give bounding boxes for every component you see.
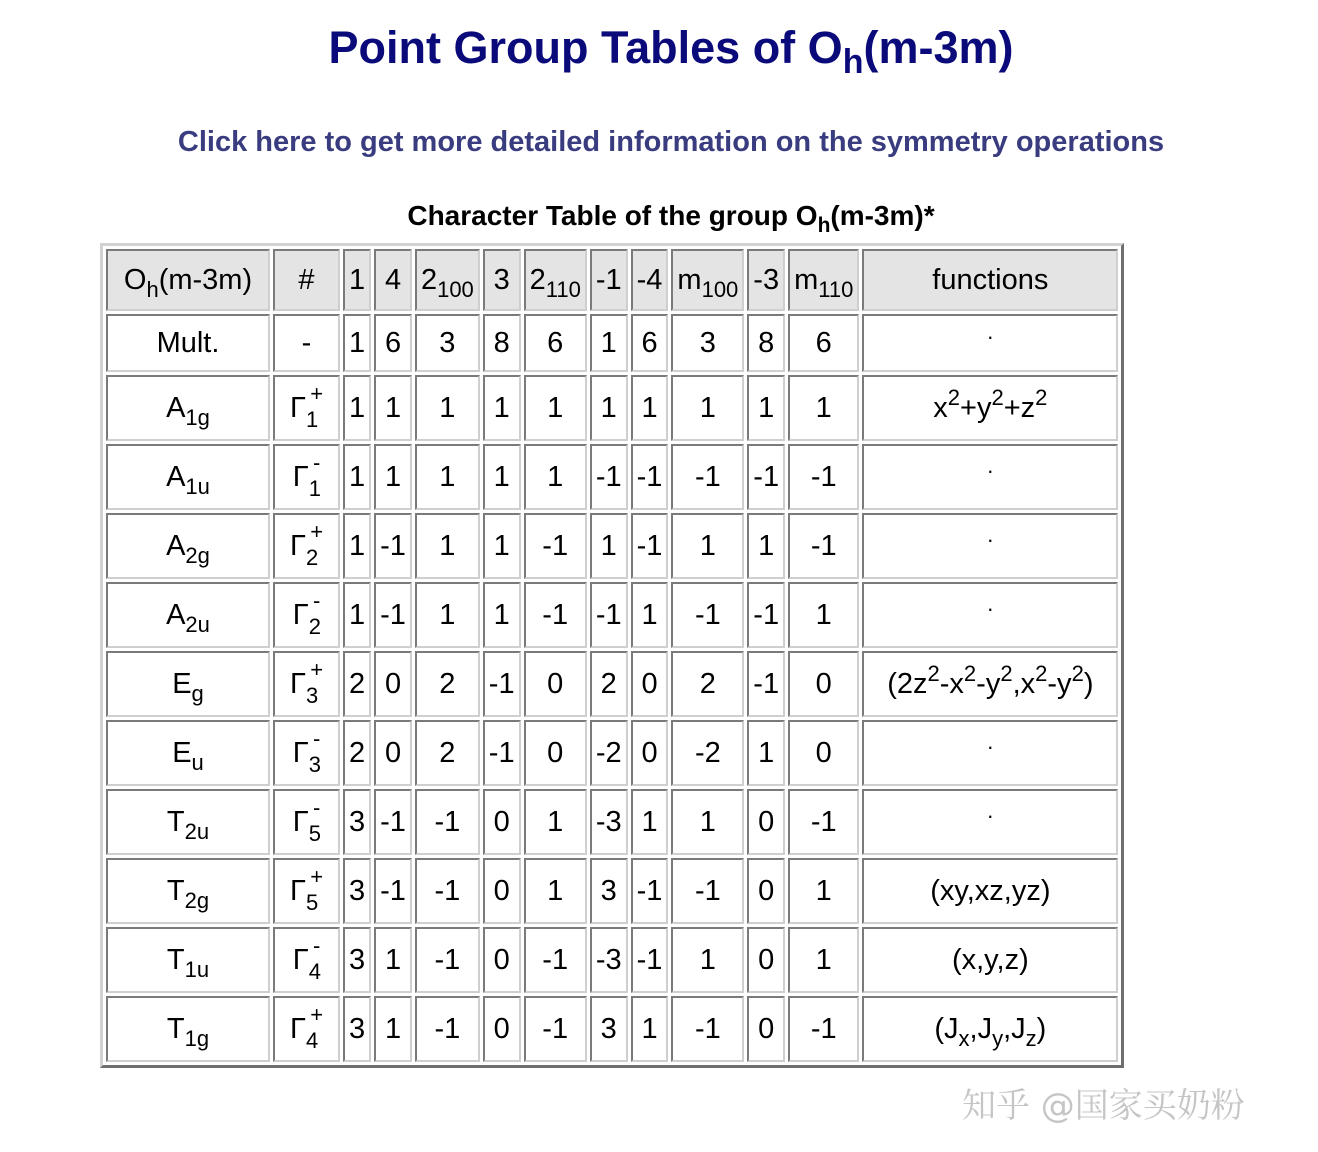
functions-cell bbox=[862, 927, 1118, 993]
gamma-superscript: + bbox=[310, 863, 324, 889]
character-cell: 1 bbox=[483, 513, 521, 579]
gamma-cell bbox=[273, 927, 340, 993]
character-table bbox=[103, 246, 1121, 1065]
functions-cell bbox=[862, 375, 1118, 441]
character-cell: 3 bbox=[343, 858, 371, 924]
character-cell: 0 bbox=[747, 996, 785, 1062]
irrep-label: E bbox=[172, 736, 192, 769]
header-cell bbox=[862, 249, 1118, 311]
gamma-subscript: 5 bbox=[308, 820, 321, 846]
gamma-superscript: - bbox=[312, 449, 321, 475]
multiplicity-cell: 6 bbox=[524, 314, 587, 372]
character-cell: 1 bbox=[524, 789, 587, 855]
character-cell: 1 bbox=[671, 375, 744, 441]
function-part: 2 bbox=[1000, 660, 1013, 686]
character-cell: 0 bbox=[631, 720, 669, 786]
character-cell: 0 bbox=[374, 720, 412, 786]
gamma-symbol: Γ bbox=[292, 598, 309, 631]
title-subscript: h bbox=[842, 43, 864, 81]
functions-cell bbox=[862, 789, 1118, 855]
character-cell: 2 bbox=[343, 651, 371, 717]
character-cell: -1 bbox=[671, 996, 744, 1062]
header-text: m bbox=[794, 263, 819, 296]
character-cell: 1 bbox=[343, 444, 371, 510]
header-text: 2 bbox=[529, 263, 546, 296]
character-cell: 1 bbox=[483, 375, 521, 441]
character-cell: 0 bbox=[747, 927, 785, 993]
gamma-cell bbox=[273, 720, 340, 786]
character-cell: 1 bbox=[415, 582, 480, 648]
header-cell bbox=[343, 249, 371, 311]
character-cell: 1 bbox=[631, 789, 669, 855]
irrep-label: T bbox=[166, 874, 185, 907]
multiplicity-cell: 1 bbox=[343, 314, 371, 372]
gamma-symbol: Γ bbox=[289, 529, 306, 562]
character-cell: 2 bbox=[415, 720, 480, 786]
character-cell: -1 bbox=[631, 444, 669, 510]
character-cell: 1 bbox=[524, 444, 587, 510]
character-cell: -1 bbox=[747, 582, 785, 648]
multiplicity-row bbox=[106, 314, 1118, 372]
gamma-symbol: Γ bbox=[292, 943, 309, 976]
gamma-cell bbox=[273, 513, 340, 579]
character-cell: 1 bbox=[747, 513, 785, 579]
irrep-label: T bbox=[166, 1012, 185, 1045]
character-cell: -1 bbox=[483, 651, 521, 717]
irrep-label-subscript: 1u bbox=[184, 956, 210, 982]
gamma-cell bbox=[273, 651, 340, 717]
gamma-subscript: 4 bbox=[308, 958, 321, 984]
character-cell: 1 bbox=[415, 375, 480, 441]
functions-cell bbox=[862, 513, 1118, 579]
class-cell: - bbox=[273, 314, 340, 372]
character-cell: 2 bbox=[343, 720, 371, 786]
irrep-label-cell bbox=[106, 582, 270, 648]
irrep-row bbox=[106, 582, 1118, 648]
character-cell: -1 bbox=[590, 444, 628, 510]
function-part: (x,y,z) bbox=[951, 943, 1029, 976]
header-cell bbox=[106, 249, 270, 311]
irrep-label-subscript: 2u bbox=[184, 818, 210, 844]
character-cell: 0 bbox=[483, 858, 521, 924]
caption-tail: (m-3m)* bbox=[830, 200, 935, 231]
multiplicity-cell: 6 bbox=[631, 314, 669, 372]
character-cell: -1 bbox=[524, 996, 587, 1062]
watermark: 知乎 @国家买奶粉 bbox=[962, 1086, 1245, 1126]
gamma-superscript: - bbox=[312, 725, 321, 751]
character-cell: 1 bbox=[343, 513, 371, 579]
header-cell bbox=[631, 249, 669, 311]
character-cell: -1 bbox=[374, 858, 412, 924]
irrep-row bbox=[106, 651, 1118, 717]
caption-subscript: h bbox=[817, 214, 831, 237]
gamma-symbol: Γ bbox=[292, 460, 309, 493]
irrep-row bbox=[106, 927, 1118, 993]
character-cell: -1 bbox=[374, 582, 412, 648]
header-cell bbox=[788, 249, 859, 311]
character-cell: 0 bbox=[374, 651, 412, 717]
table-caption bbox=[0, 200, 1318, 237]
irrep-label: A bbox=[166, 391, 186, 424]
multiplicity-cell: 8 bbox=[483, 314, 521, 372]
header-cell bbox=[483, 249, 521, 311]
character-cell: -1 bbox=[747, 651, 785, 717]
header-text: 1 bbox=[349, 263, 366, 296]
irrep-row bbox=[106, 513, 1118, 579]
character-cell: 1 bbox=[483, 582, 521, 648]
header-subscript: 110 bbox=[818, 276, 854, 302]
header-text: # bbox=[298, 263, 315, 296]
irrep-label: A bbox=[166, 598, 186, 631]
gamma-symbol: Γ bbox=[289, 1012, 306, 1045]
character-cell: 1 bbox=[524, 858, 587, 924]
irrep-label-cell bbox=[106, 927, 270, 993]
header-cell bbox=[273, 249, 340, 311]
character-cell: 0 bbox=[483, 789, 521, 855]
gamma-symbol: Γ bbox=[289, 667, 306, 700]
gamma-superscript: + bbox=[310, 1001, 324, 1027]
function-part: -y bbox=[976, 667, 1001, 700]
header-subscript: 100 bbox=[437, 276, 474, 302]
irrep-label-subscript: 1u bbox=[185, 473, 210, 499]
irrep-label-subscript: 1g bbox=[185, 404, 210, 430]
gamma-cell bbox=[273, 858, 340, 924]
character-cell: 0 bbox=[524, 720, 587, 786]
character-cell: 1 bbox=[631, 582, 669, 648]
irrep-label-subscript: 2g bbox=[184, 887, 210, 913]
character-cell: -1 bbox=[788, 996, 859, 1062]
header-text: 3 bbox=[493, 263, 510, 296]
gamma-superscript: + bbox=[310, 518, 324, 544]
header-subscript: 110 bbox=[545, 276, 581, 302]
character-cell: 1 bbox=[374, 996, 412, 1062]
gamma-superscript: - bbox=[312, 794, 321, 820]
gamma-subscript: 1 bbox=[305, 406, 319, 432]
page-title bbox=[0, 22, 1318, 81]
row-label-cell: Mult. bbox=[106, 314, 270, 372]
function-part: · bbox=[986, 526, 994, 552]
character-cell: 1 bbox=[343, 582, 371, 648]
function-part: 2 bbox=[947, 384, 961, 410]
irrep-row bbox=[106, 996, 1118, 1062]
gamma-subscript: 2 bbox=[305, 544, 319, 570]
character-cell: 1 bbox=[788, 858, 859, 924]
character-cell: 0 bbox=[747, 858, 785, 924]
character-cell: 0 bbox=[631, 651, 669, 717]
symmetry-operations-link[interactable]: Click here to get more detailed information on the symmetry operations bbox=[177, 126, 1165, 158]
gamma-cell bbox=[273, 789, 340, 855]
character-cell: 1 bbox=[343, 375, 371, 441]
header-subscript: h bbox=[146, 276, 159, 302]
character-cell: -1 bbox=[788, 444, 859, 510]
header-text: 2 bbox=[420, 263, 438, 296]
character-cell: 0 bbox=[483, 927, 521, 993]
function-part: (xy,xz,yz) bbox=[930, 874, 1051, 907]
function-part: -x bbox=[939, 667, 964, 700]
gamma-subscript: 2 bbox=[308, 613, 321, 639]
character-cell: 1 bbox=[415, 513, 480, 579]
function-part: 2 bbox=[1071, 660, 1084, 686]
function-part: x bbox=[958, 1025, 970, 1051]
gamma-cell bbox=[273, 996, 340, 1062]
character-table-body bbox=[106, 249, 1118, 1062]
character-cell: 1 bbox=[671, 513, 744, 579]
function-part: ,J bbox=[1003, 1012, 1026, 1045]
header-text: m bbox=[677, 263, 702, 296]
header-cell bbox=[590, 249, 628, 311]
character-cell: 1 bbox=[590, 513, 628, 579]
character-cell: -1 bbox=[788, 513, 859, 579]
character-cell: -1 bbox=[747, 444, 785, 510]
character-cell: -1 bbox=[631, 858, 669, 924]
caption-main: Character Table of the group O bbox=[407, 200, 818, 231]
character-cell: 3 bbox=[343, 789, 371, 855]
function-part: ) bbox=[1083, 667, 1094, 700]
header-text: (m-3m) bbox=[158, 263, 253, 296]
header-text: -1 bbox=[595, 263, 622, 296]
character-cell: 1 bbox=[671, 789, 744, 855]
irrep-label-subscript: 2u bbox=[185, 611, 210, 637]
character-cell: 0 bbox=[483, 996, 521, 1062]
character-cell: -1 bbox=[524, 582, 587, 648]
functions-cell bbox=[862, 444, 1118, 510]
irrep-label: A bbox=[166, 529, 186, 562]
gamma-superscript: - bbox=[312, 932, 321, 958]
character-cell: -1 bbox=[374, 513, 412, 579]
function-part: x bbox=[933, 391, 948, 424]
function-part: +z bbox=[1003, 391, 1036, 424]
functions-cell bbox=[862, 858, 1118, 924]
title-main: Point Group Tables of O bbox=[328, 22, 843, 73]
character-cell: -1 bbox=[483, 720, 521, 786]
character-cell: -1 bbox=[631, 513, 669, 579]
irrep-label: E bbox=[172, 667, 192, 700]
character-cell: 1 bbox=[747, 375, 785, 441]
character-cell: -1 bbox=[374, 789, 412, 855]
gamma-superscript: + bbox=[310, 656, 324, 682]
irrep-row bbox=[106, 789, 1118, 855]
gamma-cell bbox=[273, 444, 340, 510]
header-cell bbox=[415, 249, 480, 311]
function-part: ) bbox=[1036, 1012, 1047, 1045]
character-cell: 3 bbox=[590, 996, 628, 1062]
character-cell: 0 bbox=[747, 789, 785, 855]
multiplicity-cell: 3 bbox=[671, 314, 744, 372]
gamma-subscript: 3 bbox=[308, 751, 321, 777]
character-cell: -3 bbox=[590, 789, 628, 855]
irrep-label-cell bbox=[106, 858, 270, 924]
irrep-label-cell bbox=[106, 513, 270, 579]
irrep-label-subscript: 2g bbox=[185, 542, 210, 568]
function-part: 2 bbox=[963, 660, 977, 686]
irrep-row bbox=[106, 444, 1118, 510]
character-cell: 1 bbox=[747, 720, 785, 786]
multiplicity-cell: 6 bbox=[374, 314, 412, 372]
header-text: O bbox=[123, 263, 147, 296]
character-cell: -1 bbox=[415, 789, 480, 855]
character-cell: -2 bbox=[590, 720, 628, 786]
irrep-label: A bbox=[166, 460, 186, 493]
irrep-label-subscript: u bbox=[191, 749, 204, 775]
character-cell: 1 bbox=[788, 582, 859, 648]
function-part: · bbox=[986, 457, 994, 483]
function-part: +y bbox=[960, 391, 992, 424]
character-cell: 3 bbox=[343, 996, 371, 1062]
table-header-row bbox=[106, 249, 1118, 311]
gamma-symbol: Γ bbox=[289, 874, 306, 907]
character-cell: 1 bbox=[631, 375, 669, 441]
character-cell: 3 bbox=[343, 927, 371, 993]
character-cell: -2 bbox=[671, 720, 744, 786]
irrep-label: T bbox=[166, 943, 185, 976]
gamma-superscript: - bbox=[312, 587, 321, 613]
function-part: · bbox=[986, 802, 994, 828]
character-cell: 1 bbox=[374, 444, 412, 510]
title-tail: (m-3m) bbox=[863, 22, 1014, 73]
function-part: · bbox=[986, 595, 994, 621]
function-part: · bbox=[986, 733, 994, 759]
character-cell: -1 bbox=[415, 927, 480, 993]
functions-cell bbox=[862, 720, 1118, 786]
character-table-frame bbox=[100, 243, 1124, 1068]
character-cell: -1 bbox=[671, 858, 744, 924]
function-part: 2 bbox=[1035, 384, 1048, 410]
character-cell: 1 bbox=[374, 927, 412, 993]
character-cell: 1 bbox=[374, 375, 412, 441]
header-text: 4 bbox=[384, 263, 402, 296]
header-text: functions bbox=[932, 263, 1049, 296]
functions-cell bbox=[862, 651, 1118, 717]
header-text: -3 bbox=[753, 263, 780, 296]
character-cell: 0 bbox=[524, 651, 587, 717]
header-cell bbox=[747, 249, 785, 311]
function-part: -y bbox=[1047, 667, 1072, 700]
header-cell bbox=[374, 249, 412, 311]
irrep-label-subscript: 1g bbox=[184, 1025, 210, 1051]
gamma-cell bbox=[273, 375, 340, 441]
function-part: 2 bbox=[991, 384, 1004, 410]
header-cell bbox=[524, 249, 587, 311]
irrep-label-cell bbox=[106, 720, 270, 786]
irrep-label-cell bbox=[106, 651, 270, 717]
character-cell: 0 bbox=[788, 651, 859, 717]
irrep-label-cell bbox=[106, 996, 270, 1062]
character-cell: -1 bbox=[631, 927, 669, 993]
gamma-subscript: 3 bbox=[305, 682, 319, 708]
header-text: -4 bbox=[636, 263, 663, 296]
character-cell: -1 bbox=[671, 444, 744, 510]
irrep-label-cell bbox=[106, 444, 270, 510]
multiplicity-cell: 3 bbox=[415, 314, 480, 372]
gamma-subscript: 1 bbox=[308, 475, 321, 501]
character-cell: 2 bbox=[590, 651, 628, 717]
character-cell: -1 bbox=[590, 582, 628, 648]
gamma-subscript: 4 bbox=[305, 1027, 319, 1053]
function-part: (2z bbox=[887, 667, 928, 700]
gamma-symbol: Γ bbox=[292, 805, 309, 838]
character-cell: 1 bbox=[590, 375, 628, 441]
irrep-row bbox=[106, 375, 1118, 441]
function-part: 2 bbox=[1035, 660, 1048, 686]
gamma-symbol: Γ bbox=[289, 391, 306, 424]
character-cell: 2 bbox=[415, 651, 480, 717]
character-cell: -1 bbox=[415, 996, 480, 1062]
character-cell: -1 bbox=[788, 789, 859, 855]
function-part: z bbox=[1025, 1025, 1037, 1051]
character-cell: 1 bbox=[788, 375, 859, 441]
functions-cell bbox=[862, 996, 1118, 1062]
functions-cell bbox=[862, 314, 1118, 372]
gamma-symbol: Γ bbox=[292, 736, 309, 769]
gamma-cell bbox=[273, 582, 340, 648]
function-part: (J bbox=[934, 1012, 959, 1045]
gamma-subscript: 5 bbox=[305, 889, 319, 915]
irrep-label: T bbox=[166, 805, 185, 838]
irrep-label-cell bbox=[106, 375, 270, 441]
character-cell: -1 bbox=[415, 858, 480, 924]
irrep-row bbox=[106, 858, 1118, 924]
character-cell: 1 bbox=[415, 444, 480, 510]
character-cell: 1 bbox=[483, 444, 521, 510]
header-subscript: 100 bbox=[701, 276, 739, 302]
multiplicity-cell: 1 bbox=[590, 314, 628, 372]
character-cell: -3 bbox=[590, 927, 628, 993]
character-cell: 0 bbox=[788, 720, 859, 786]
multiplicity-cell: 8 bbox=[747, 314, 785, 372]
irrep-row bbox=[106, 720, 1118, 786]
functions-dot: · bbox=[986, 323, 994, 349]
function-part: ,x bbox=[1012, 667, 1036, 700]
function-part: y bbox=[992, 1025, 1004, 1051]
character-cell: 1 bbox=[524, 375, 587, 441]
multiplicity-cell: 6 bbox=[788, 314, 859, 372]
character-cell: -1 bbox=[524, 927, 587, 993]
character-cell: 1 bbox=[631, 996, 669, 1062]
character-cell: 1 bbox=[671, 927, 744, 993]
irrep-label-cell bbox=[106, 789, 270, 855]
header-cell bbox=[671, 249, 744, 311]
character-cell: -1 bbox=[671, 582, 744, 648]
functions-cell bbox=[862, 582, 1118, 648]
character-cell: 3 bbox=[590, 858, 628, 924]
irrep-label-subscript: g bbox=[191, 680, 204, 706]
gamma-superscript: + bbox=[310, 380, 324, 406]
character-cell: -1 bbox=[524, 513, 587, 579]
character-cell: 2 bbox=[671, 651, 744, 717]
function-part: 2 bbox=[927, 660, 940, 686]
function-part: ,J bbox=[969, 1012, 993, 1045]
character-cell: 1 bbox=[788, 927, 859, 993]
